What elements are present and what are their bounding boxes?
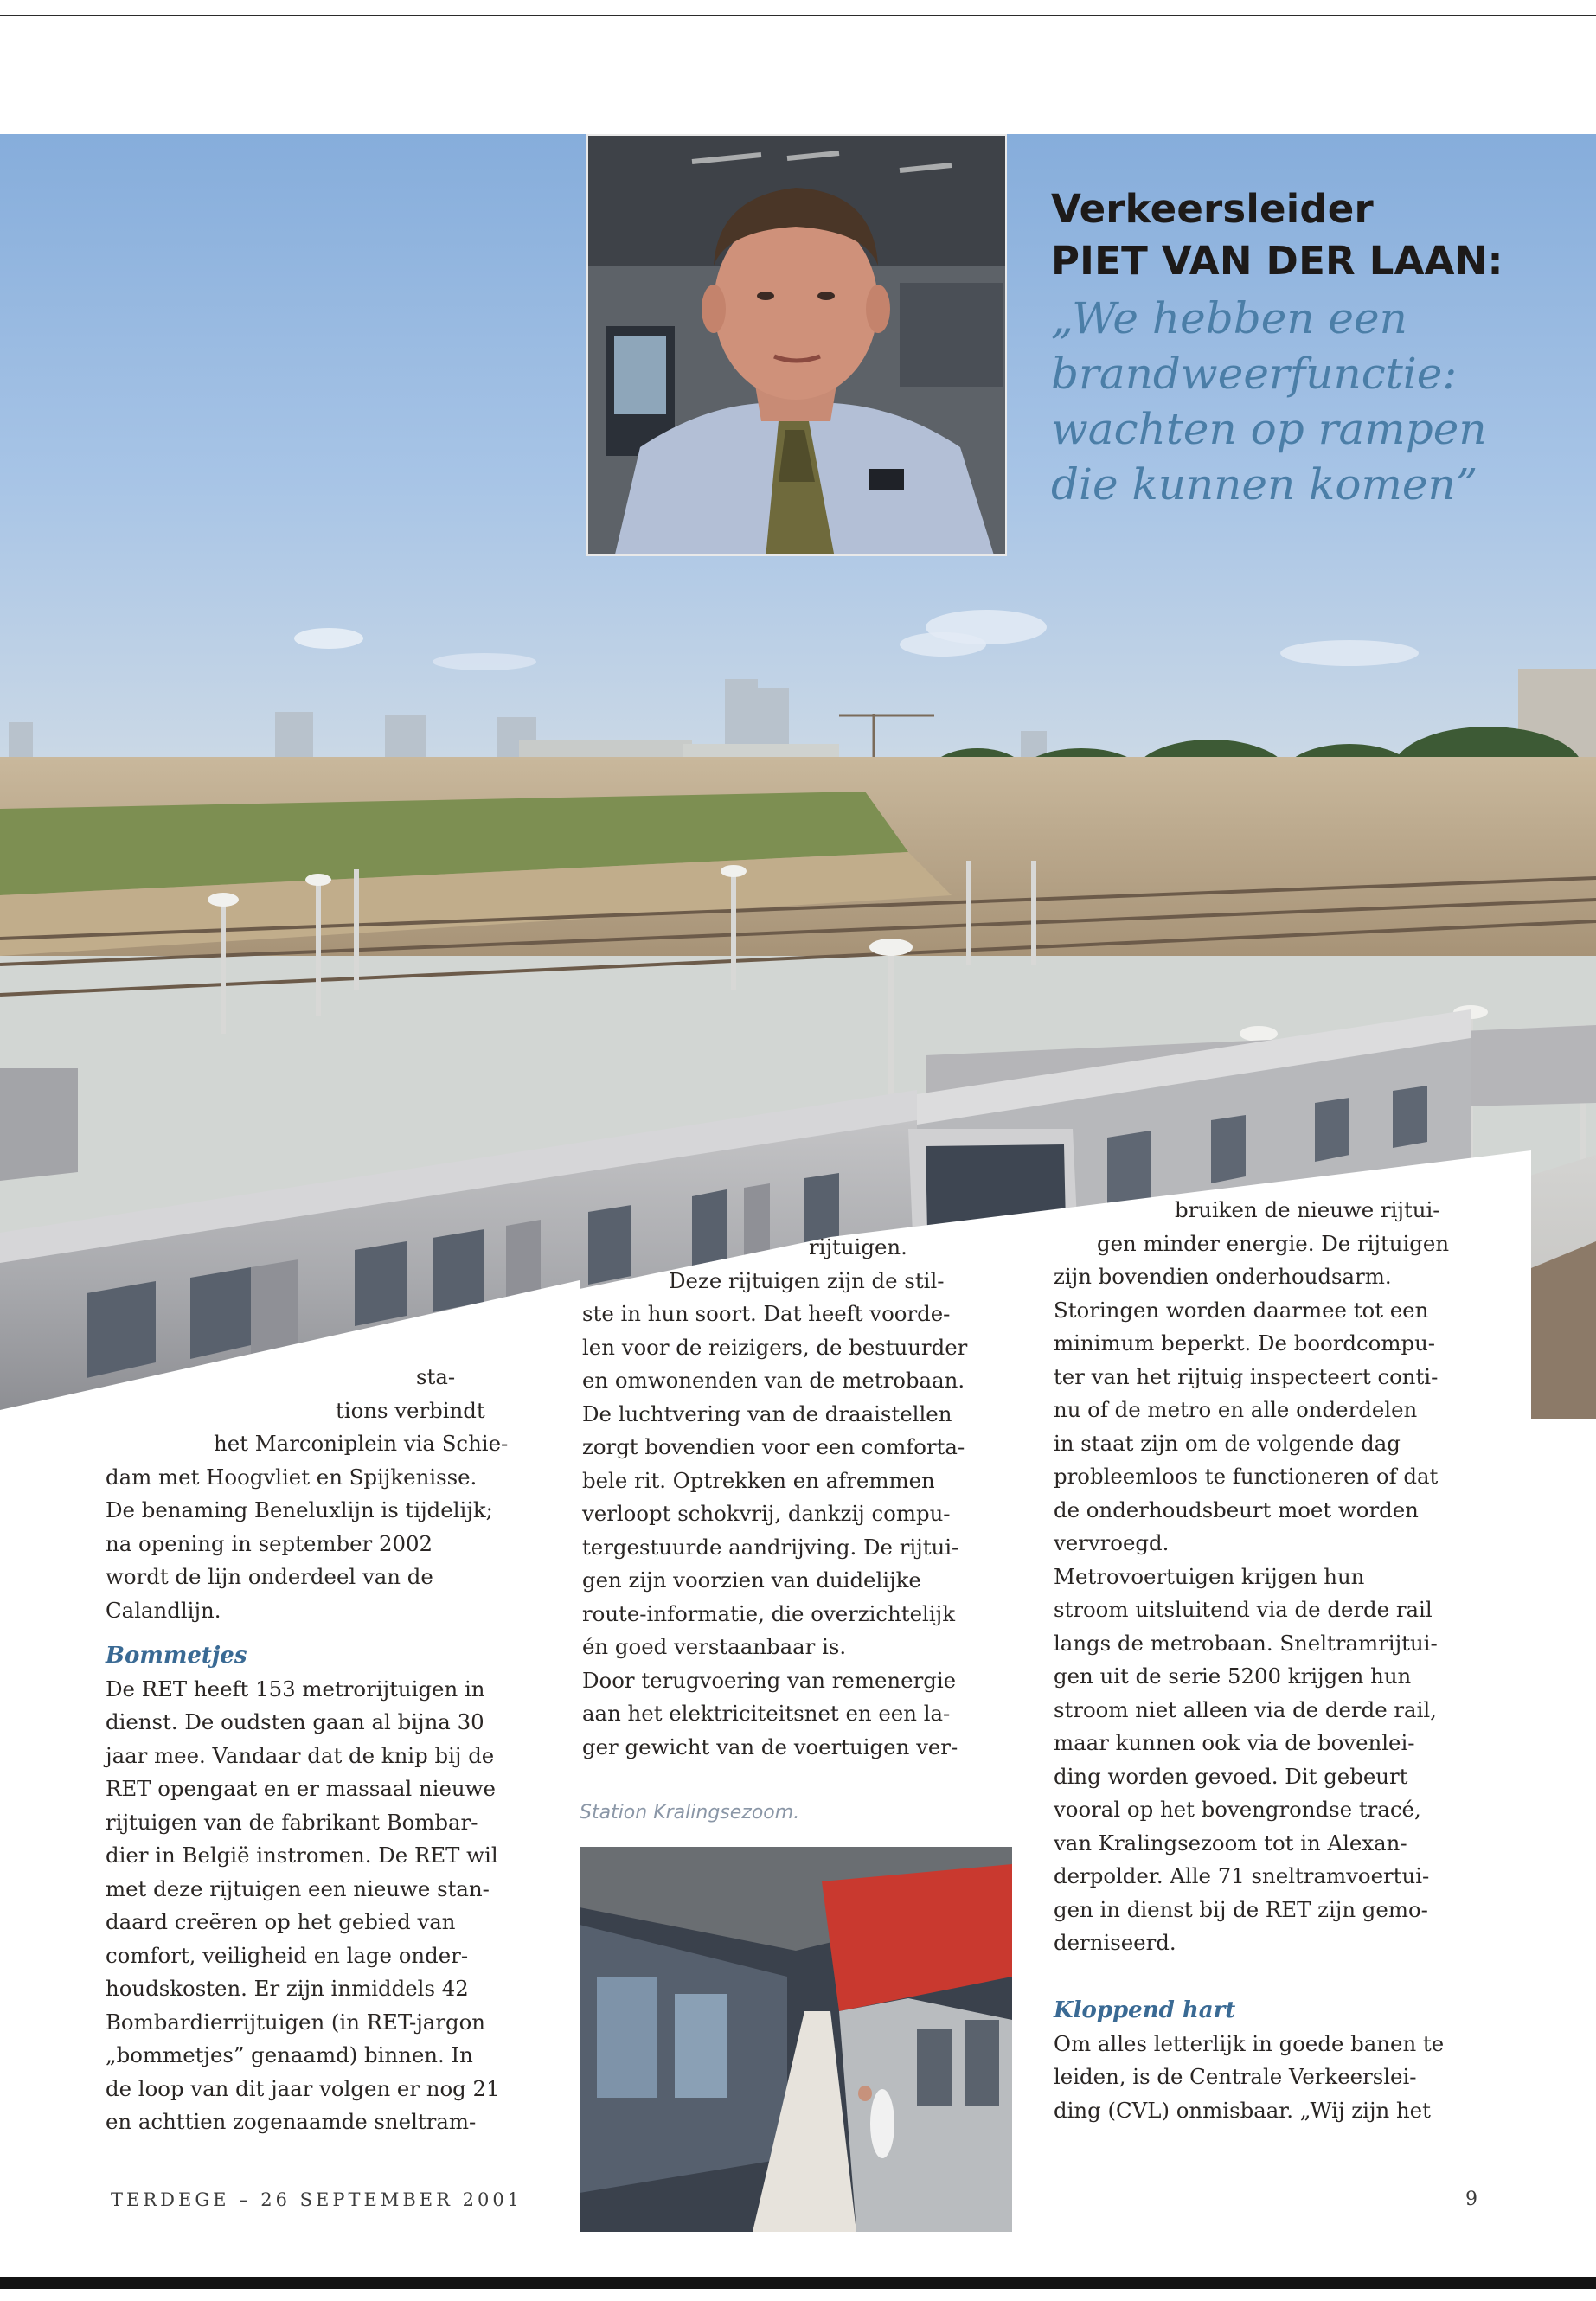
text-line: gen uit de serie 5200 krijgen hun bbox=[1054, 1663, 1412, 1689]
text-line: sta- bbox=[416, 1364, 456, 1389]
subhead-bommetjes: Bommetjes bbox=[106, 1643, 247, 1669]
column2-text bbox=[582, 1231, 997, 1764]
article-headline bbox=[1051, 183, 1570, 512]
text-line: maar kunnen ook via de bovenlei- bbox=[1054, 1730, 1415, 1755]
text-line: Deze rijtuigen zijn de stil- bbox=[669, 1267, 945, 1293]
text-line: tergestuurde aandrijving. De rijtui- bbox=[582, 1534, 959, 1560]
text-line: zijn bovendien onderhoudsarm. bbox=[1054, 1264, 1392, 1289]
text-line: jaar mee. Vandaar dat de knip bij de bbox=[106, 1742, 495, 1768]
headline-quote-line: wachten op rampen bbox=[1051, 404, 1487, 454]
text-line: stroom niet alleen via de derde rail, bbox=[1054, 1696, 1437, 1722]
text-line: probleemloos te functioneren of dat bbox=[1054, 1464, 1439, 1489]
text-line: Metrovoertuigen krijgen hun bbox=[1054, 1563, 1365, 1589]
text-line: leiden, is de Centrale Verkeerslei- bbox=[1054, 2064, 1417, 2089]
text-line: en omwonenden van de metrobaan. bbox=[582, 1368, 965, 1393]
text-line: én goed verstaanbaar is. bbox=[582, 1634, 847, 1659]
text-line: rijtuigen van de fabrikant Bombar- bbox=[106, 1809, 478, 1835]
text-line: rijtuigen. bbox=[809, 1234, 907, 1259]
page-number: 9 bbox=[1465, 2189, 1477, 2210]
column3-text-top bbox=[1054, 1194, 1503, 1960]
text-line: Calandlijn. bbox=[106, 1597, 221, 1623]
text-line: daard creëren op het gebied van bbox=[106, 1909, 456, 1934]
text-line: tions verbindt bbox=[336, 1397, 485, 1423]
text-line: na opening in september 2002 bbox=[106, 1530, 433, 1556]
text-line: Om alles letterlijk in goede banen te bbox=[1054, 2030, 1445, 2056]
text-line: minimum beperkt. De boordcompu- bbox=[1054, 1330, 1436, 1356]
text-line: bele rit. Optrekken en afremmen bbox=[582, 1467, 935, 1493]
portrait-photo bbox=[586, 134, 1007, 556]
station-illustration bbox=[580, 1847, 1012, 2232]
text-line: de onderhoudsbeurt moet worden bbox=[1054, 1497, 1419, 1522]
text-line: in staat zijn om de volgende dag bbox=[1054, 1430, 1401, 1456]
text-line: ste in hun soort. Dat heeft voorde- bbox=[582, 1301, 951, 1326]
text-line: wordt de lijn onderdeel van de bbox=[106, 1564, 433, 1589]
text-line: het Marconiplein via Schie- bbox=[214, 1431, 509, 1456]
text-line: comfort, veiligheid en lage onder- bbox=[106, 1942, 469, 1968]
text-line: derniseerd. bbox=[1054, 1930, 1176, 1955]
text-line: stroom uitsluitend via de derde rail bbox=[1054, 1597, 1433, 1622]
text-line: Bombardierrijtuigen (in RET-jargon bbox=[106, 2009, 485, 2035]
text-line: nu of de metro en alle onderdelen bbox=[1054, 1397, 1418, 1422]
text-line: gen zijn voorzien van duidelijke bbox=[582, 1567, 921, 1593]
text-line: gen in dienst bij de RET zijn gemo- bbox=[1054, 1896, 1428, 1922]
text-line: RET opengaat en er massaal nieuwe bbox=[106, 1776, 496, 1801]
text-line: dier in België instromen. De RET wil bbox=[106, 1843, 498, 1868]
headline-quote bbox=[1051, 291, 1570, 512]
portrait-illustration bbox=[588, 136, 1007, 556]
text-line: houdskosten. Er zijn inmiddels 42 bbox=[106, 1976, 469, 2001]
headline-quote-line: brandweerfunctie: bbox=[1051, 349, 1458, 399]
top-rule bbox=[0, 15, 1596, 16]
text-line: ding (CVL) onmisbaar. „Wij zijn het bbox=[1054, 2097, 1431, 2123]
text-line: Storingen worden daarmee tot een bbox=[1054, 1297, 1429, 1323]
text-line: „bommetjes” genaamd) binnen. In bbox=[106, 2042, 473, 2067]
text-line: dienst. De oudsten gaan al bijna 30 bbox=[106, 1709, 484, 1734]
text-line: langs de metrobaan. Sneltramrijtui- bbox=[1054, 1630, 1438, 1656]
text-line: De RET heeft 153 metrorijtuigen in bbox=[106, 1676, 485, 1702]
text-line: derpolder. Alle 71 sneltramvoertui- bbox=[1054, 1863, 1430, 1888]
column3-text-bottom bbox=[1054, 1994, 1503, 2127]
column1-text-top bbox=[0, 1361, 554, 1627]
bottom-bar bbox=[0, 2277, 1596, 2289]
column1-text-bottom bbox=[106, 1639, 555, 2139]
text-line: verloopt schokvrij, dankzij compu- bbox=[582, 1501, 951, 1526]
headline-quote-line: die kunnen komen” bbox=[1051, 459, 1478, 510]
text-line: vooral op het bovengrondse tracé, bbox=[1054, 1797, 1421, 1822]
text-line: aan het elektriciteitsnet en een la- bbox=[582, 1701, 951, 1726]
headline-kicker: Verkeersleider bbox=[1051, 186, 1374, 232]
text-line: ger gewicht van de voertuigen ver- bbox=[582, 1734, 958, 1759]
headline-name: PIET VAN DER LAAN: bbox=[1051, 238, 1503, 284]
text-line: gen minder energie. De rijtuigen bbox=[1097, 1230, 1450, 1256]
text-line: Door terugvoering van remenergie bbox=[582, 1667, 957, 1693]
text-line: dam met Hoogvliet en Spijkenisse. bbox=[106, 1464, 478, 1490]
text-line: route-informatie, die overzichtelijk bbox=[582, 1600, 955, 1626]
station-photo bbox=[580, 1847, 1012, 2232]
text-line: vervroegd. bbox=[1054, 1530, 1170, 1555]
text-line: len voor de reizigers, de bestuurder bbox=[582, 1334, 968, 1360]
text-line: ter van het rijtuig inspecteert conti- bbox=[1054, 1363, 1439, 1389]
subhead-kloppend-hart: Kloppend hart bbox=[1054, 1997, 1236, 2023]
text-line: van Kralingsezoom tot in Alexan- bbox=[1054, 1830, 1407, 1856]
text-line: de loop van dit jaar volgen er nog 21 bbox=[106, 2075, 500, 2101]
text-line: De benaming Beneluxlijn is tijdelijk; bbox=[106, 1497, 493, 1522]
headline-quote-line: „We hebben een bbox=[1051, 293, 1407, 343]
text-line: met deze rijtuigen een nieuwe stan- bbox=[106, 1875, 490, 1901]
footer-publication: TERDEGE – 26 SEPTEMBER 2001 bbox=[111, 2189, 523, 2210]
text-line: bruiken de nieuwe rijtui- bbox=[1175, 1197, 1440, 1222]
text-line: en achttien zogenaamde sneltram- bbox=[106, 2109, 477, 2134]
text-line: ding worden gevoed. Dit gebeurt bbox=[1054, 1763, 1408, 1789]
text-line: De luchtvering van de draaistellen bbox=[582, 1400, 952, 1426]
photo-caption: Station Kralingsezoom. bbox=[580, 1802, 800, 1823]
text-line: zorgt bovendien voor een comforta- bbox=[582, 1434, 965, 1459]
